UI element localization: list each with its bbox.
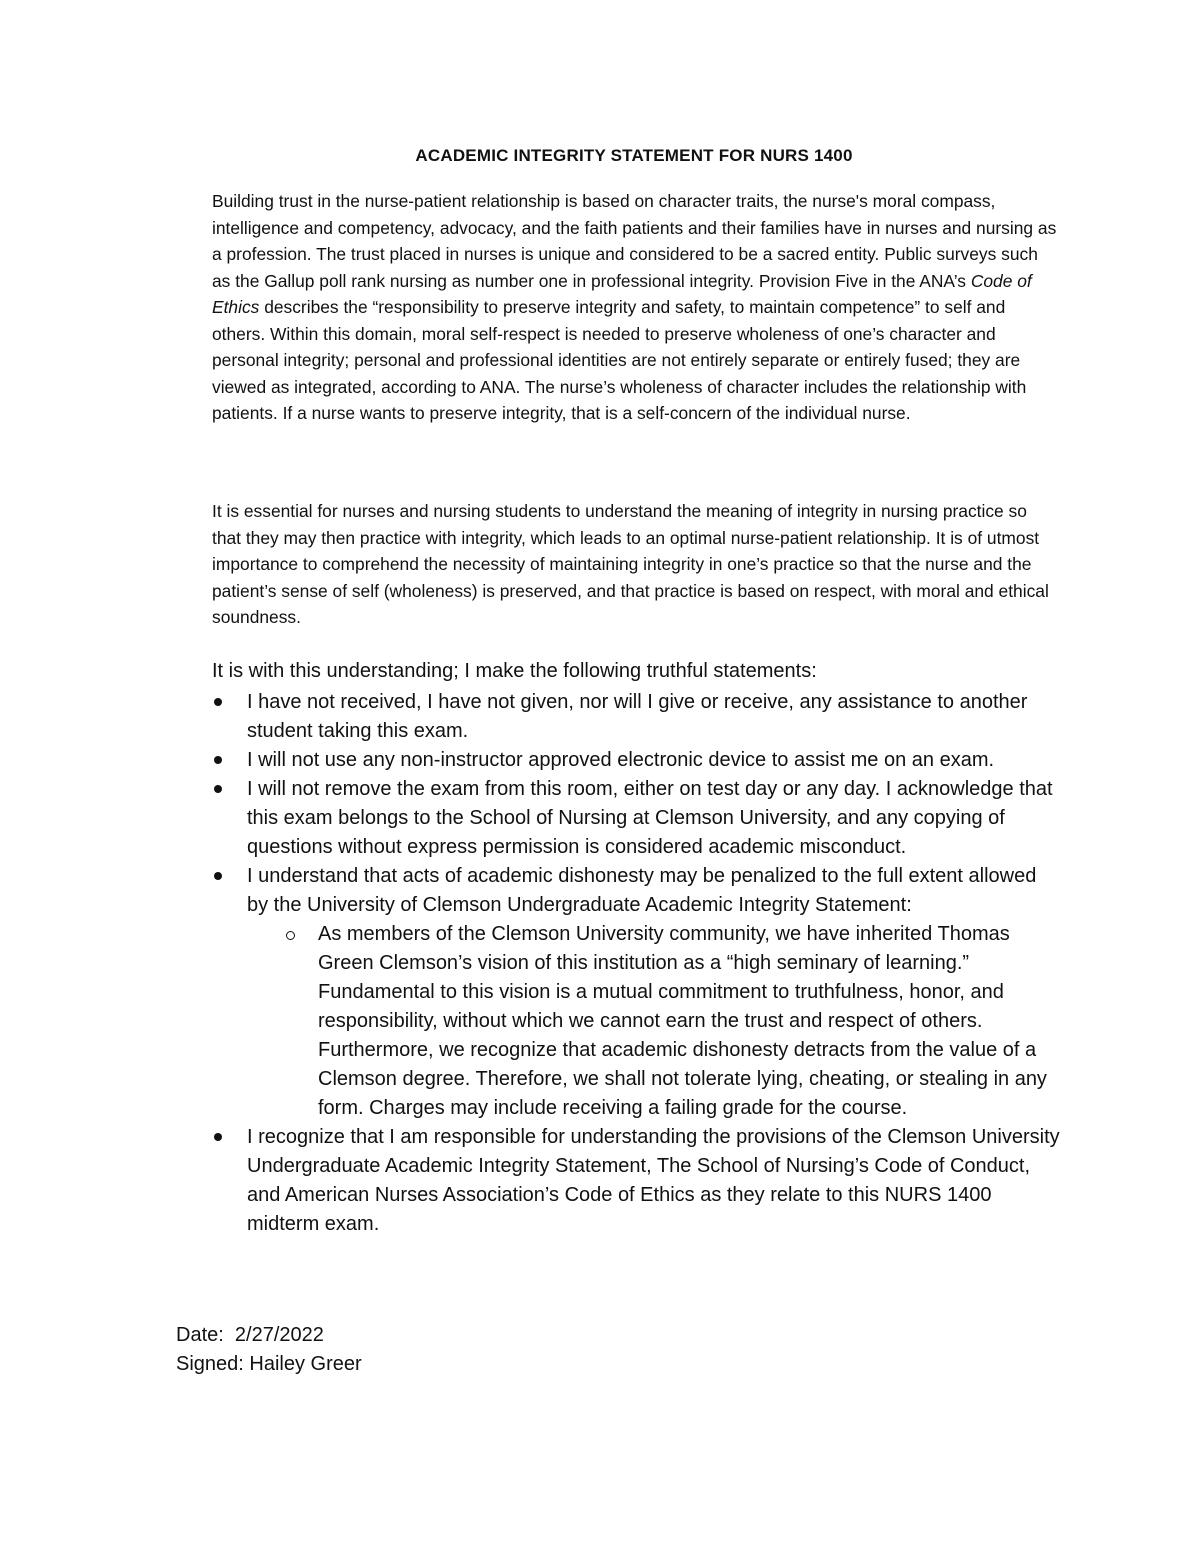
document-title: ACADEMIC INTEGRITY STATEMENT FOR NURS 1400 <box>415 146 853 165</box>
date-line: Date: 2/27/2022 <box>176 1324 324 1346</box>
clemson-integrity-statement-text: As members of the Clemson University community, we have inherited Thomas Green Clemson’s vision of this institution as a “high seminary of learning.” Fundamental to this vision is a mutual commitment to truthfulness, honor, and responsibility, without which we cannot earn the trust and respect of others. Furthermore, we recognize that academic dishonesty detracts from the value of a Clemson degree. Therefore, we shall not tolerate lying, cheating, or stealing in any form. Charges may include receiving a failing grade for the course. <box>318 923 1047 1119</box>
code-of-ethics-italic: Code of Ethics <box>212 270 1032 317</box>
list-item <box>212 1123 1060 1239</box>
statement-text: I will not remove the exam from this room, either on test day or any day. I acknowledge that this exam belongs to the School of Nursing at Clemson University, and any copying of questions without express permission is considered academic misconduct. <box>247 778 1053 858</box>
list-item <box>212 775 1060 862</box>
statement-text: I recognize that I am responsible for understanding the provisions of the Clemson University Undergraduate Academic Integrity Statement, The School of Nursing’s Code of Conduct, and American Nurses Association’s Code of Ethics as they relate to this NURS 1400 midterm exam. <box>247 1126 1060 1235</box>
sub-statements-list <box>247 920 1060 1123</box>
bullet-icon <box>214 785 222 793</box>
list-item <box>212 688 1060 746</box>
statement-text: I have not received, I have not given, nor will I give or receive, any assistance to another student taking this exam. <box>247 691 1028 742</box>
paragraph-trust <box>212 188 1060 427</box>
sub-list-item <box>247 920 1060 1123</box>
bullet-icon <box>214 756 222 764</box>
hollow-bullet-icon <box>286 931 295 940</box>
bullet-icon <box>214 872 222 880</box>
statement-text: I will not use any non-instructor approved electronic device to assist me on an exam. <box>247 749 995 771</box>
paragraph-trust-text-2: describes the “responsibility to preserve integrity and safety, to maintain competence” to self and others. Within this domain, moral self-respect is needed to preserve wholeness of one’s character and personal integrity; personal and professional identities are not entirely separate or entirely fused; they are viewed as integrated, according to ANA. The nurse’s wholeness of character includes the relationship with patients. If a nurse wants to preserve integrity, that is a self-concern of the individual nurse. <box>212 297 1027 423</box>
signature-line: Signed: Hailey Greer <box>176 1353 362 1375</box>
bullet-icon <box>214 1133 222 1141</box>
list-item <box>212 862 1060 1123</box>
bullet-icon <box>214 698 222 706</box>
statement-text: I understand that acts of academic dishonesty may be penalized to the full extent allowed by the University of Clemson Undergraduate Academic Integrity Statement: <box>247 865 1037 916</box>
paragraph-integrity: It is essential for nurses and nursing students to understand the meaning of integrity in nursing practice so that they may then practice with integrity, which leads to an optimal nurse-patient relationship. It is of utmost importance to comprehend the necessity of maintaining integrity in one’s practice so that the nurse and the patient’s sense of self (wholeness) is preserved, and that practice is based on respect, with moral and ethical soundness. <box>212 501 1049 627</box>
paragraph-trust-text-1: Building trust in the nurse-patient relationship is based on character traits, the nurse's moral compass, intelligence and competency, advocacy, and the faith patients and their families have in nurses and nursing as a profession. The trust placed in nurses is unique and considered to be a sacred entity. Public surveys such as the Gallup poll rank nursing as number one in professional integrity. Provision Five in the ANA’s <box>212 191 1057 291</box>
list-item <box>212 746 1060 775</box>
statements-intro: It is with this understanding; I make the following truthful statements: <box>212 660 817 682</box>
statements-list <box>212 688 1060 1239</box>
